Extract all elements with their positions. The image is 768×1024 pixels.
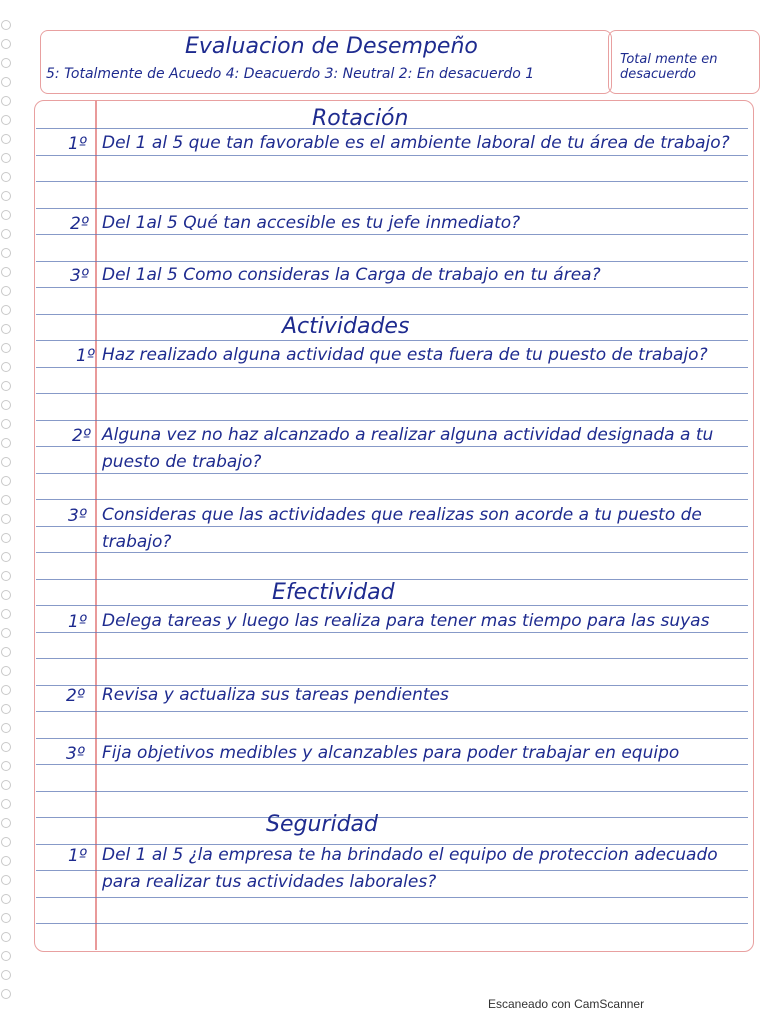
binding-hole — [1, 286, 11, 296]
scanner-watermark: Escaneado con CamScanner — [488, 997, 645, 1011]
binding-hole — [1, 229, 11, 239]
question-number: 1º — [68, 846, 87, 866]
ruled-line — [36, 791, 748, 792]
question-text: Consideras que las actividades que realizas son acorde a tu puesto de trabajo? — [102, 505, 702, 552]
rating-scale: 5: Totalmente de Acuedo 4: Deacuerdo 3: Neutral 2: En desacuerdo 1 — [46, 66, 535, 82]
question-text: Fija objetivos medibles y alcanzables para poder trabajar en equipo — [102, 743, 680, 763]
binding-holes — [0, 0, 12, 1000]
binding-hole — [1, 837, 11, 847]
question-text: Del 1al 5 Qué tan accesible es tu jefe inmediato? — [102, 213, 521, 233]
section-title-actividades: Actividades — [282, 314, 410, 339]
ruled-line — [36, 208, 748, 209]
question-number: 2º — [70, 214, 89, 234]
binding-hole — [1, 799, 11, 809]
binding-hole — [1, 989, 11, 999]
binding-hole — [1, 704, 11, 714]
binding-hole — [1, 267, 11, 277]
binding-hole — [1, 590, 11, 600]
binding-hole — [1, 39, 11, 49]
binding-hole — [1, 172, 11, 182]
ruled-line — [36, 499, 748, 500]
binding-hole — [1, 628, 11, 638]
question-text: Del 1 al 5 ¿la empresa te ha brindado el equipo de proteccion adecuado para realizar tus actividades laborales? — [102, 845, 718, 892]
question-number: 2º — [66, 686, 85, 706]
binding-hole — [1, 970, 11, 980]
question-number: 3º — [68, 506, 87, 526]
margin-line — [95, 100, 97, 950]
binding-hole — [1, 609, 11, 619]
binding-hole — [1, 685, 11, 695]
binding-hole — [1, 400, 11, 410]
question-number: 3º — [66, 744, 85, 764]
binding-hole — [1, 191, 11, 201]
question-number: 1º — [68, 612, 87, 632]
binding-hole — [1, 419, 11, 429]
binding-hole — [1, 476, 11, 486]
ruled-line — [36, 340, 748, 341]
question-text: Revisa y actualiza sus tareas pendientes — [102, 685, 449, 705]
question-text: Delega tareas y luego las realiza para tener mas tiempo para las suyas — [102, 611, 710, 631]
ruled-line — [36, 393, 748, 394]
question-number: 3º — [70, 266, 89, 286]
binding-hole — [1, 533, 11, 543]
question-number: 2º — [72, 426, 91, 446]
section-title-efectividad: Efectividad — [272, 580, 395, 605]
binding-hole — [1, 894, 11, 904]
binding-hole — [1, 913, 11, 923]
ruled-line — [36, 605, 748, 606]
question-number: 1º — [68, 134, 87, 154]
binding-hole — [1, 381, 11, 391]
binding-hole — [1, 58, 11, 68]
binding-hole — [1, 248, 11, 258]
question-text: Del 1 al 5 que tan favorable es el ambiente laboral de tu área de trabajo? — [102, 133, 730, 153]
ruled-line — [36, 181, 748, 182]
question-text: Haz realizado alguna actividad que esta fuera de tu puesto de trabajo? — [102, 345, 708, 365]
binding-hole — [1, 552, 11, 562]
ruled-line — [36, 923, 748, 924]
binding-hole — [1, 210, 11, 220]
ruled-line — [36, 817, 748, 818]
binding-hole — [1, 875, 11, 885]
question-number: 1º — [76, 346, 95, 366]
binding-hole — [1, 514, 11, 524]
binding-hole — [1, 115, 11, 125]
binding-hole — [1, 571, 11, 581]
binding-hole — [1, 20, 11, 30]
ruled-line — [36, 420, 748, 421]
binding-hole — [1, 932, 11, 942]
section-title-seguridad: Seguridad — [266, 812, 378, 837]
binding-hole — [1, 495, 11, 505]
binding-hole — [1, 742, 11, 752]
binding-hole — [1, 818, 11, 828]
binding-hole — [1, 343, 11, 353]
binding-hole — [1, 647, 11, 657]
binding-hole — [1, 856, 11, 866]
binding-hole — [1, 96, 11, 106]
section-title-rotacion: Rotación — [312, 106, 409, 131]
ruled-line — [36, 897, 748, 898]
binding-hole — [1, 77, 11, 87]
binding-hole — [1, 153, 11, 163]
binding-hole — [1, 438, 11, 448]
binding-hole — [1, 457, 11, 467]
question-text: Del 1al 5 Como consideras la Carga de trabajo en tu área? — [102, 265, 601, 285]
ruled-line — [36, 738, 748, 739]
binding-hole — [1, 780, 11, 790]
binding-hole — [1, 324, 11, 334]
binding-hole — [1, 951, 11, 961]
ruled-line — [36, 658, 748, 659]
page-title: Evaluacion de Desempeño — [185, 34, 478, 59]
ruled-line — [36, 711, 748, 712]
binding-hole — [1, 666, 11, 676]
binding-hole — [1, 723, 11, 733]
binding-hole — [1, 362, 11, 372]
question-text: Alguna vez no haz alcanzado a realizar alguna actividad designada a tu puesto de trabajo? — [102, 425, 714, 472]
binding-hole — [1, 305, 11, 315]
binding-hole — [1, 134, 11, 144]
rating-scale-right: Total mente en desacuerdo — [620, 52, 718, 82]
binding-hole — [1, 761, 11, 771]
